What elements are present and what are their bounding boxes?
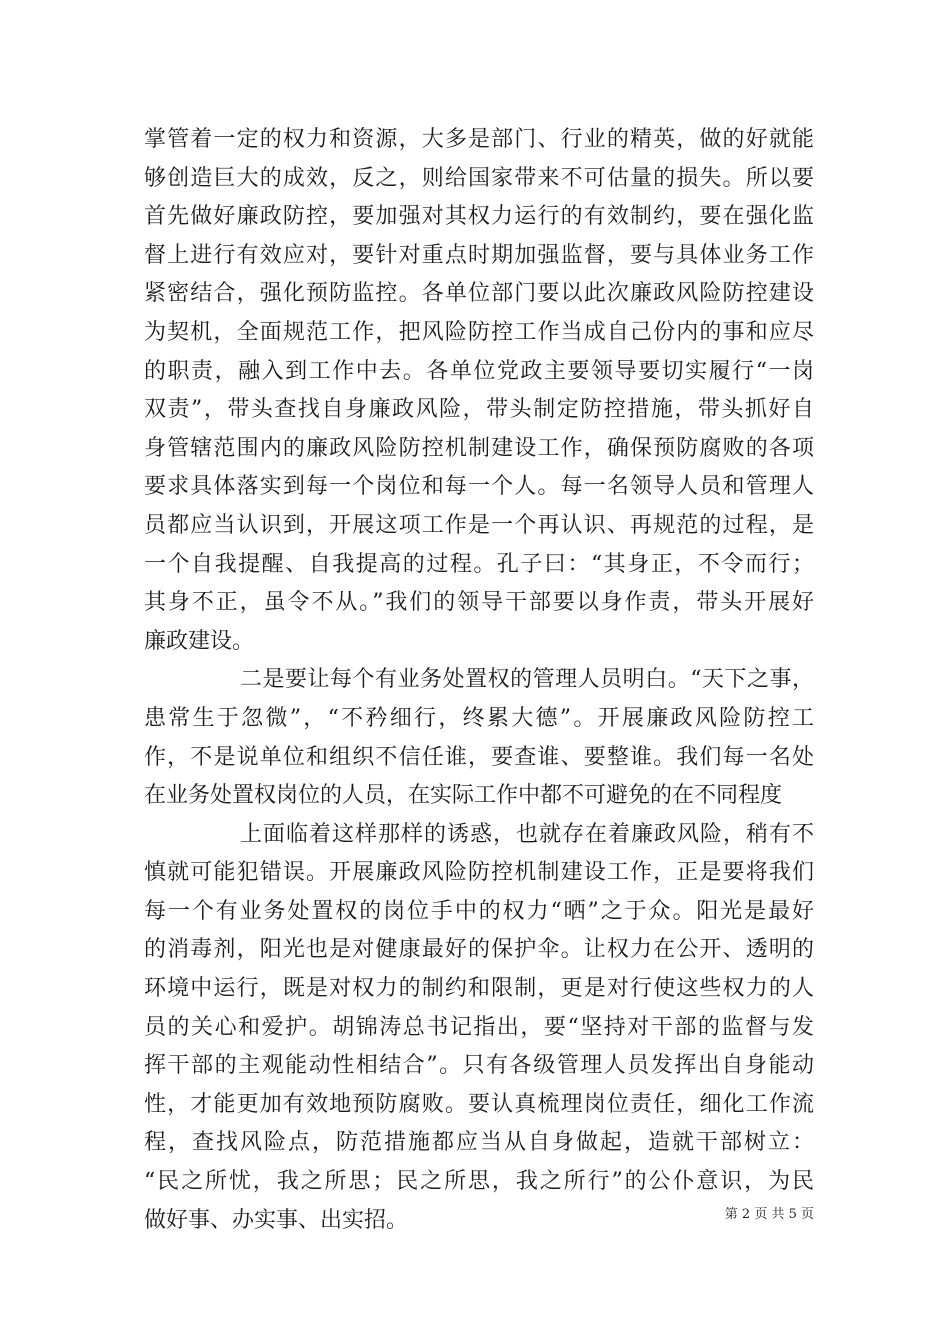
page-number: 第 2 页 共 5 页 <box>724 1207 814 1222</box>
text-line: 的消毒剂，阳光也是对健康最好的保护伞。让权力在公开、透明的 <box>144 937 814 963</box>
text-line: 做好事、办实事、出实招。 <box>144 1207 409 1233</box>
text-line: 上面临着这样那样的诱惑，也就存在着廉政风险，稍有不 <box>240 821 814 847</box>
text-line: 首先做好廉政防控，要加强对其权力运行的有效制约，要在强化监 <box>144 204 814 230</box>
paragraph <box>144 121 814 661</box>
text-line: 双责”，带头查找自身廉政风险，带头制定防控措施，带头抓好自 <box>144 397 814 423</box>
text-line: 一个自我提醒、自我提高的过程。孔子曰：“其身正，不令而行； <box>144 551 814 577</box>
paragraph <box>144 816 814 1241</box>
text-line: 紧密结合，强化预防监控。各单位部门要以此次廉政风险防控建设 <box>144 281 814 307</box>
text-line: 作，不是说单位和组织不信任谁，要查谁、要整谁。我们每一名处 <box>144 744 814 770</box>
text-line: 够创造巨大的成效，反之，则给国家带来不可估量的损失。所以要 <box>144 165 814 191</box>
text-line: 为契机，全面规范工作，把风险防控工作当成自己份内的事和应尽 <box>144 319 814 345</box>
text-line: 员的关心和爱护。胡锦涛总书记指出，要“坚持对干部的监督与发 <box>144 1014 814 1040</box>
text-line: 每一个有业务处置权的岗位手中的权力“晒”之于众。阳光是最好 <box>144 898 814 924</box>
text-line: 患常生于忽微”，“不矜细行，终累大德”。开展廉政风险防控工 <box>144 705 814 731</box>
text-line: 掌管着一定的权力和资源，大多是部门、行业的精英，做的好就能 <box>144 127 814 152</box>
body-text <box>144 121 814 1240</box>
text-line: 员都应当认识到，开展这项工作是一个再认识、再规范的过程，是 <box>144 512 814 538</box>
text-line: 二是要让每个有业务处置权的管理人员明白。“天下之事， <box>240 667 814 693</box>
text-line: 程，查找风险点，防范措施都应当从自身做起，造就干部树立： <box>144 1130 814 1156</box>
paragraph <box>144 661 814 815</box>
text-line: 廉政建设。 <box>144 628 255 654</box>
text-line: 环境中运行，既是对权力的制约和限制，更是对行使这些权力的人 <box>144 976 814 1002</box>
text-line: 挥干部的主观能动性相结合”。只有各级管理人员发挥出自身能动 <box>144 1053 814 1079</box>
text-line: 在业务处置权岗位的人员，在实际工作中都不可避免的在不同程度 <box>144 783 783 809</box>
text-line: 性，才能更加有效地预防腐败。要认真梳理岗位责任，细化工作流 <box>144 1091 814 1117</box>
text-line: 要求具体落实到每一个岗位和每一个人。每一名领导人员和管理人 <box>144 474 814 500</box>
text-line: “民之所忧，我之所思；民之所思，我之所行”的公仆意识，为民 <box>144 1169 814 1195</box>
text-line: 其身不正，虽令不从。”我们的领导干部要以身作责，带头开展好 <box>144 590 814 616</box>
text-line: 身管辖范围内的廉政风险防控机制建设工作，确保预防腐败的各项 <box>144 435 814 461</box>
text-line: 的职责，融入到工作中去。各单位党政主要领导要切实履行“一岗 <box>144 358 814 384</box>
text-line: 督上进行有效应对，要针对重点时期加强监督，要与具体业务工作 <box>144 242 814 268</box>
text-line: 慎就可能犯错误。开展廉政风险防控机制建设工作，正是要将我们 <box>144 860 814 886</box>
